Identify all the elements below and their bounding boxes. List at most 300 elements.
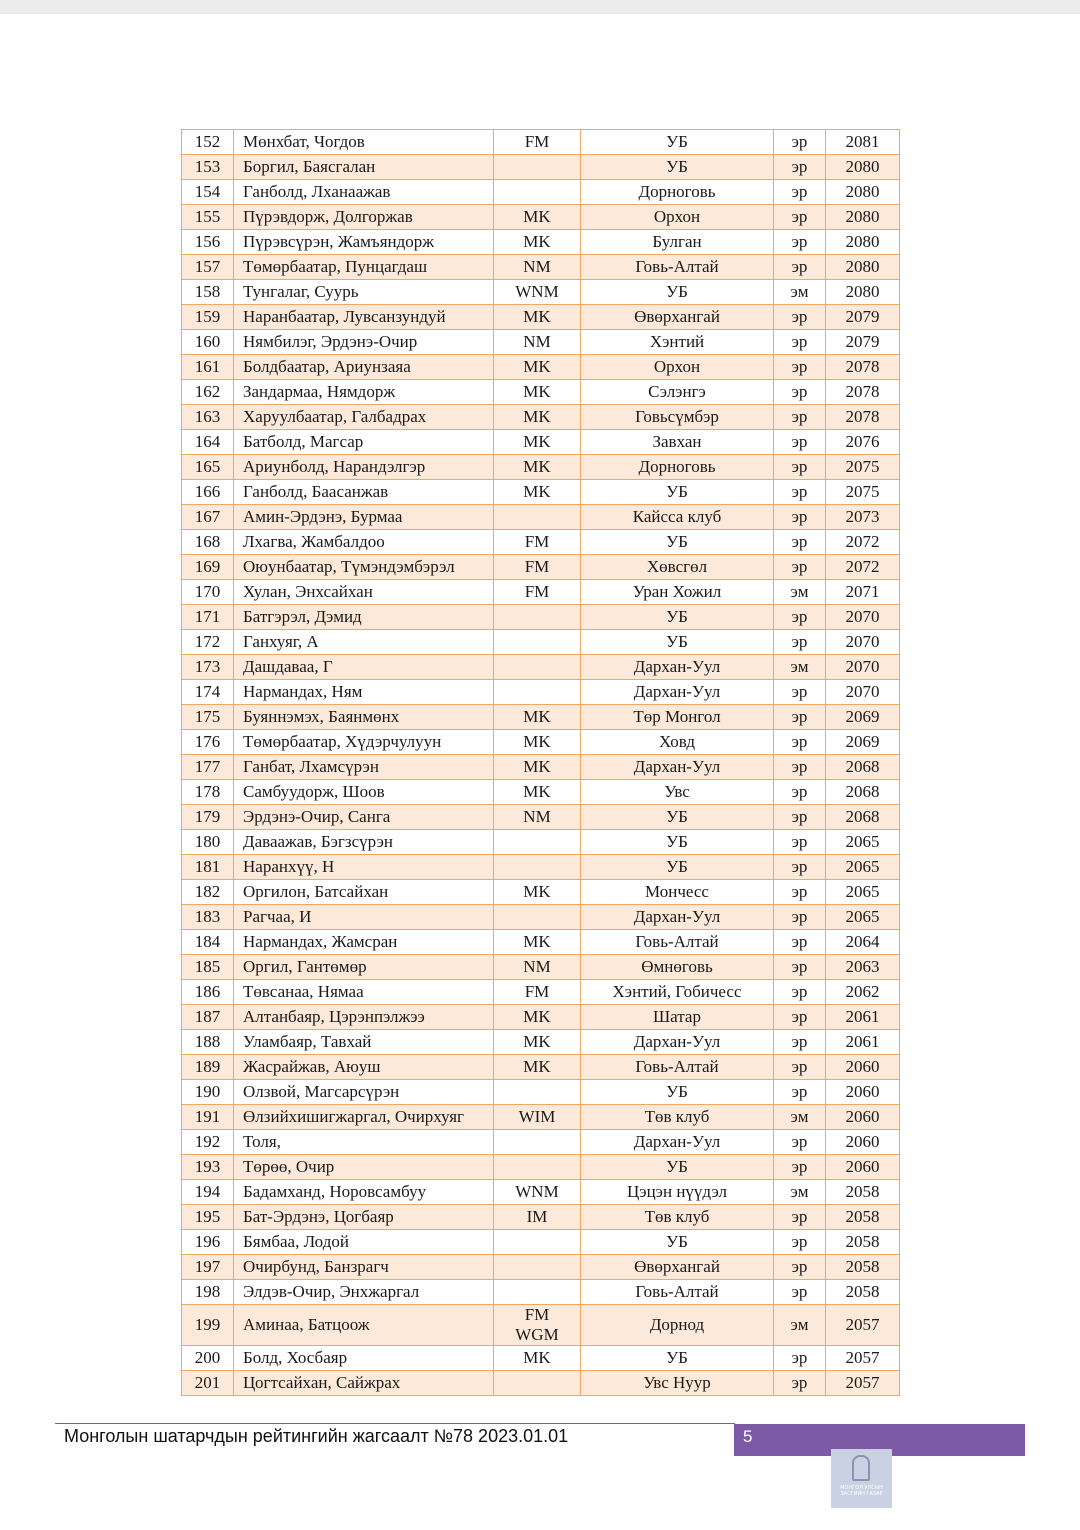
cell-rating: 2070 (826, 680, 900, 705)
cell-name: Зандармаа, Нямдорж (234, 380, 494, 405)
cell-sex: эр (774, 1055, 826, 1080)
cell-number: 172 (182, 630, 234, 655)
table-row (182, 530, 900, 555)
table-row (182, 1080, 900, 1105)
cell-number: 189 (182, 1055, 234, 1080)
cell-rating: 2078 (826, 405, 900, 430)
cell-name: Ганхуяг, А (234, 630, 494, 655)
cell-title (494, 855, 581, 880)
table-row (182, 280, 900, 305)
cell-number: 177 (182, 755, 234, 780)
cell-title: FM (494, 980, 581, 1005)
cell-name: Лхагва, Жамбалдоо (234, 530, 494, 555)
cell-title (494, 155, 581, 180)
table-row (182, 580, 900, 605)
cell-title (494, 1371, 581, 1396)
cell-rating: 2070 (826, 655, 900, 680)
cell-name: Рагчаа, И (234, 905, 494, 930)
soyombo-icon (852, 1455, 870, 1481)
cell-title: MK (494, 480, 581, 505)
page-number: 5 (734, 1424, 1025, 1456)
cell-title: WNM (494, 280, 581, 305)
cell-name: Олзвой, Магсарсүрэн (234, 1080, 494, 1105)
cell-name: Оргил, Гантөмөр (234, 955, 494, 980)
cell-name: Пүрэвсүрэн, Жамъяндорж (234, 230, 494, 255)
cell-sex: эр (774, 1230, 826, 1255)
cell-number: 192 (182, 1130, 234, 1155)
cell-place: Кайсса клуб (581, 505, 774, 530)
table-row (182, 755, 900, 780)
cell-sex: эр (774, 430, 826, 455)
table-row (182, 780, 900, 805)
cell-rating: 2068 (826, 755, 900, 780)
cell-name: Аминаа, Батцоож (234, 1305, 494, 1346)
cell-number: 164 (182, 430, 234, 455)
table-row (182, 1005, 900, 1030)
cell-rating: 2065 (826, 905, 900, 930)
cell-number: 176 (182, 730, 234, 755)
cell-name: Өлзийхишигжаргал, Очирхуяг (234, 1105, 494, 1130)
cell-sex: эр (774, 980, 826, 1005)
cell-place: Дархан-Уул (581, 905, 774, 930)
cell-title: FM WGM (494, 1305, 581, 1346)
cell-sex: эр (774, 1255, 826, 1280)
cell-sex: эр (774, 780, 826, 805)
cell-number: 158 (182, 280, 234, 305)
cell-rating: 2080 (826, 255, 900, 280)
cell-number: 195 (182, 1205, 234, 1230)
rating-table (181, 129, 900, 1396)
cell-sex: эр (774, 955, 826, 980)
cell-place: Говь-Алтай (581, 255, 774, 280)
cell-name: Алтанбаяр, Цэрэнпэлжээ (234, 1005, 494, 1030)
cell-rating: 2069 (826, 730, 900, 755)
cell-title (494, 655, 581, 680)
cell-rating: 2060 (826, 1105, 900, 1130)
cell-rating: 2057 (826, 1305, 900, 1346)
cell-place: УБ (581, 155, 774, 180)
cell-number: 190 (182, 1080, 234, 1105)
cell-title (494, 680, 581, 705)
cell-number: 200 (182, 1346, 234, 1371)
table-row (182, 480, 900, 505)
cell-sex: эр (774, 755, 826, 780)
cell-sex: эр (774, 155, 826, 180)
cell-sex: эр (774, 1005, 826, 1030)
table-row (182, 180, 900, 205)
cell-name: Наранхүү, Н (234, 855, 494, 880)
cell-title (494, 1080, 581, 1105)
cell-place: Орхон (581, 355, 774, 380)
table-row (182, 830, 900, 855)
cell-number: 191 (182, 1105, 234, 1130)
cell-place: УБ (581, 855, 774, 880)
cell-name: Элдэв-Очир, Энхжаргал (234, 1280, 494, 1305)
cell-place: УБ (581, 605, 774, 630)
cell-title (494, 630, 581, 655)
cell-title: FM (494, 555, 581, 580)
cell-sex: эр (774, 455, 826, 480)
cell-sex: эр (774, 205, 826, 230)
cell-rating: 2068 (826, 805, 900, 830)
cell-name: Тунгалаг, Суурь (234, 280, 494, 305)
table-row (182, 1280, 900, 1305)
cell-sex: эр (774, 330, 826, 355)
cell-rating: 2078 (826, 380, 900, 405)
cell-title: MK (494, 355, 581, 380)
cell-name: Төрөө, Очир (234, 1155, 494, 1180)
cell-sex: эр (774, 1205, 826, 1230)
cell-place: УБ (581, 130, 774, 155)
cell-number: 198 (182, 1280, 234, 1305)
cell-name: Боргил, Баясгалан (234, 155, 494, 180)
cell-place: Дорнод (581, 1305, 774, 1346)
table-row (182, 155, 900, 180)
cell-rating: 2065 (826, 855, 900, 880)
cell-place: Дархан-Уул (581, 755, 774, 780)
cell-sex: эр (774, 555, 826, 580)
cell-name: Очирбунд, Банзрагч (234, 1255, 494, 1280)
table-row (182, 1130, 900, 1155)
table-row (182, 730, 900, 755)
cell-place: УБ (581, 805, 774, 830)
cell-place: Төв клуб (581, 1105, 774, 1130)
cell-rating: 2080 (826, 205, 900, 230)
cell-place: УБ (581, 280, 774, 305)
cell-place: УБ (581, 1230, 774, 1255)
cell-rating: 2079 (826, 305, 900, 330)
cell-number: 167 (182, 505, 234, 530)
cell-place: Дархан-Уул (581, 680, 774, 705)
cell-place: Ховд (581, 730, 774, 755)
cell-title: MK (494, 305, 581, 330)
cell-sex: эр (774, 730, 826, 755)
cell-number: 196 (182, 1230, 234, 1255)
cell-title: MK (494, 205, 581, 230)
cell-title: MK (494, 405, 581, 430)
table-row (182, 880, 900, 905)
cell-name: Самбуудорж, Шоов (234, 780, 494, 805)
cell-place: Булган (581, 230, 774, 255)
table-row (182, 1205, 900, 1230)
table-row (182, 505, 900, 530)
cell-place: Хэнтий (581, 330, 774, 355)
cell-number: 166 (182, 480, 234, 505)
cell-rating: 2075 (826, 455, 900, 480)
cell-rating: 2058 (826, 1230, 900, 1255)
cell-name: Төвсанаа, Нямаа (234, 980, 494, 1005)
cell-sex: эр (774, 255, 826, 280)
cell-rating: 2060 (826, 1130, 900, 1155)
cell-name: Оргилон, Батсайхан (234, 880, 494, 905)
cell-name: Нармандах, Жамсран (234, 930, 494, 955)
table-row (182, 855, 900, 880)
cell-place: Өмнөговь (581, 955, 774, 980)
cell-title (494, 1255, 581, 1280)
cell-rating: 2062 (826, 980, 900, 1005)
cell-number: 199 (182, 1305, 234, 1346)
cell-sex: эр (774, 880, 826, 905)
cell-rating: 2058 (826, 1205, 900, 1230)
table-row (182, 405, 900, 430)
table-row (182, 1030, 900, 1055)
cell-sex: эр (774, 680, 826, 705)
cell-place: Төв клуб (581, 1205, 774, 1230)
cell-name: Төмөрбаатар, Пунцагдаш (234, 255, 494, 280)
emblem-caption: МОНГОЛ УЛСЫН ЗАСГИЙН ГАЗАР (840, 1485, 883, 1497)
cell-title (494, 1280, 581, 1305)
cell-rating: 2069 (826, 705, 900, 730)
cell-title: IM (494, 1205, 581, 1230)
cell-rating: 2071 (826, 580, 900, 605)
cell-rating: 2065 (826, 830, 900, 855)
cell-place: УБ (581, 630, 774, 655)
table-row (182, 655, 900, 680)
table-row (182, 1371, 900, 1396)
cell-title: MK (494, 1030, 581, 1055)
cell-number: 162 (182, 380, 234, 405)
cell-place: УБ (581, 530, 774, 555)
table-row (182, 455, 900, 480)
table-row (182, 305, 900, 330)
cell-place: Төр Монгол (581, 705, 774, 730)
cell-title: MK (494, 780, 581, 805)
cell-name: Хулан, Энхсайхан (234, 580, 494, 605)
cell-sex: эр (774, 1371, 826, 1396)
cell-name: Оюунбаатар, Түмэндэмбэрэл (234, 555, 494, 580)
cell-rating: 2080 (826, 230, 900, 255)
cell-name: Толя, (234, 1130, 494, 1155)
cell-name: Буяннэмэх, Баянмөнх (234, 705, 494, 730)
cell-title: FM (494, 580, 581, 605)
cell-number: 188 (182, 1030, 234, 1055)
table-row (182, 680, 900, 705)
cell-name: Ганболд, Лханаажав (234, 180, 494, 205)
table-row (182, 630, 900, 655)
cell-sex: эр (774, 1280, 826, 1305)
cell-sex: эр (774, 355, 826, 380)
cell-number: 171 (182, 605, 234, 630)
cell-place: УБ (581, 1346, 774, 1371)
cell-number: 184 (182, 930, 234, 955)
cell-rating: 2065 (826, 880, 900, 905)
cell-rating: 2060 (826, 1080, 900, 1105)
cell-number: 180 (182, 830, 234, 855)
cell-name: Нармандах, Ням (234, 680, 494, 705)
cell-sex: эр (774, 1155, 826, 1180)
cell-title: WIM (494, 1105, 581, 1130)
cell-title: NM (494, 330, 581, 355)
cell-place: Орхон (581, 205, 774, 230)
cell-rating: 2061 (826, 1030, 900, 1055)
cell-title: NM (494, 805, 581, 830)
cell-title: FM (494, 530, 581, 555)
cell-place: Увс (581, 780, 774, 805)
top-gray-bar (0, 0, 1080, 14)
cell-sex: эр (774, 1080, 826, 1105)
cell-number: 168 (182, 530, 234, 555)
cell-title (494, 180, 581, 205)
cell-number: 181 (182, 855, 234, 880)
cell-rating: 2058 (826, 1280, 900, 1305)
cell-rating: 2058 (826, 1255, 900, 1280)
cell-rating: 2072 (826, 555, 900, 580)
cell-number: 201 (182, 1371, 234, 1396)
cell-rating: 2070 (826, 605, 900, 630)
cell-rating: 2075 (826, 480, 900, 505)
cell-number: 186 (182, 980, 234, 1005)
cell-place: Сэлэнгэ (581, 380, 774, 405)
cell-place: УБ (581, 1080, 774, 1105)
cell-name: Харуулбаатар, Галбадрах (234, 405, 494, 430)
cell-place: Хөвсгөл (581, 555, 774, 580)
cell-number: 185 (182, 955, 234, 980)
cell-place: Дархан-Уул (581, 1030, 774, 1055)
cell-sex: эр (774, 855, 826, 880)
cell-title (494, 830, 581, 855)
cell-title: WNM (494, 1180, 581, 1205)
cell-name: Болдбаатар, Ариунзаяа (234, 355, 494, 380)
cell-number: 165 (182, 455, 234, 480)
cell-place: Уран Хожил (581, 580, 774, 605)
cell-number: 155 (182, 205, 234, 230)
cell-sex: эр (774, 380, 826, 405)
cell-rating: 2080 (826, 280, 900, 305)
cell-title: MK (494, 380, 581, 405)
cell-title (494, 605, 581, 630)
cell-name: Батгэрэл, Дэмид (234, 605, 494, 630)
cell-rating: 2060 (826, 1155, 900, 1180)
cell-name: Жасрайжав, Аюуш (234, 1055, 494, 1080)
cell-sex: эр (774, 630, 826, 655)
table-row (182, 555, 900, 580)
cell-rating: 2060 (826, 1055, 900, 1080)
table-row (182, 955, 900, 980)
cell-number: 174 (182, 680, 234, 705)
cell-rating: 2080 (826, 180, 900, 205)
cell-place: Шатар (581, 1005, 774, 1030)
cell-rating: 2078 (826, 355, 900, 380)
cell-place: Хэнтий, Гобичесс (581, 980, 774, 1005)
cell-sex: эр (774, 305, 826, 330)
cell-title: MK (494, 455, 581, 480)
cell-place: Дорноговь (581, 455, 774, 480)
cell-name: Нямбилэг, Эрдэнэ-Очир (234, 330, 494, 355)
cell-sex: эм (774, 580, 826, 605)
cell-number: 156 (182, 230, 234, 255)
cell-rating: 2073 (826, 505, 900, 530)
table-row (182, 1180, 900, 1205)
cell-sex: эр (774, 1030, 826, 1055)
cell-number: 183 (182, 905, 234, 930)
footer-rule (55, 1423, 735, 1424)
cell-title: NM (494, 255, 581, 280)
cell-place: Завхан (581, 430, 774, 455)
cell-number: 194 (182, 1180, 234, 1205)
cell-number: 197 (182, 1255, 234, 1280)
cell-place: УБ (581, 1155, 774, 1180)
cell-title: NM (494, 955, 581, 980)
cell-name: Болд, Хосбаяр (234, 1346, 494, 1371)
cell-name: Ганбат, Лхамсүрэн (234, 755, 494, 780)
table-row (182, 1305, 900, 1346)
cell-sex: эр (774, 1346, 826, 1371)
cell-name: Цогтсайхан, Сайжрах (234, 1371, 494, 1396)
table-row (182, 1255, 900, 1280)
cell-title: MK (494, 230, 581, 255)
cell-name: Даваажав, Бэгзсүрэн (234, 830, 494, 855)
cell-sex: эм (774, 1180, 826, 1205)
cell-place: Дорноговь (581, 180, 774, 205)
cell-name: Мөнхбат, Чогдов (234, 130, 494, 155)
cell-title: MK (494, 730, 581, 755)
cell-sex: эр (774, 530, 826, 555)
cell-place: Говь-Алтай (581, 1280, 774, 1305)
cell-rating: 2072 (826, 530, 900, 555)
cell-title: MK (494, 1346, 581, 1371)
cell-sex: эр (774, 805, 826, 830)
cell-title (494, 1155, 581, 1180)
cell-number: 178 (182, 780, 234, 805)
cell-sex: эм (774, 1105, 826, 1130)
cell-name: Бадамханд, Норовсамбуу (234, 1180, 494, 1205)
cell-rating: 2058 (826, 1180, 900, 1205)
cell-number: 182 (182, 880, 234, 905)
table-row (182, 230, 900, 255)
table-row (182, 430, 900, 455)
cell-name: Ганболд, Баасанжав (234, 480, 494, 505)
cell-sex: эр (774, 230, 826, 255)
cell-rating: 2064 (826, 930, 900, 955)
table-row (182, 205, 900, 230)
cell-title: MK (494, 705, 581, 730)
cell-sex: эр (774, 130, 826, 155)
cell-rating: 2063 (826, 955, 900, 980)
cell-name: Батболд, Магсар (234, 430, 494, 455)
cell-place: Цэцэн нүүдэл (581, 1180, 774, 1205)
cell-number: 193 (182, 1155, 234, 1180)
cell-place: УБ (581, 830, 774, 855)
table-row (182, 705, 900, 730)
cell-place: Дархан-Уул (581, 1130, 774, 1155)
cell-sex: эм (774, 280, 826, 305)
cell-title (494, 905, 581, 930)
cell-rating: 2068 (826, 780, 900, 805)
cell-title: MK (494, 1005, 581, 1030)
cell-number: 153 (182, 155, 234, 180)
cell-number: 160 (182, 330, 234, 355)
cell-title: MK (494, 1055, 581, 1080)
cell-sex: эр (774, 705, 826, 730)
table-row (182, 1105, 900, 1130)
cell-name: Бат-Эрдэнэ, Цогбаяр (234, 1205, 494, 1230)
cell-number: 173 (182, 655, 234, 680)
cell-sex: эм (774, 655, 826, 680)
table-row (182, 330, 900, 355)
cell-title: MK (494, 755, 581, 780)
cell-rating: 2061 (826, 1005, 900, 1030)
cell-title: MK (494, 430, 581, 455)
cell-place: УБ (581, 480, 774, 505)
cell-rating: 2057 (826, 1371, 900, 1396)
cell-rating: 2080 (826, 155, 900, 180)
cell-number: 159 (182, 305, 234, 330)
cell-name: Дашдаваа, Г (234, 655, 494, 680)
government-emblem-logo (831, 1449, 892, 1508)
cell-place: Увс Нуур (581, 1371, 774, 1396)
cell-rating: 2070 (826, 630, 900, 655)
cell-title (494, 1130, 581, 1155)
